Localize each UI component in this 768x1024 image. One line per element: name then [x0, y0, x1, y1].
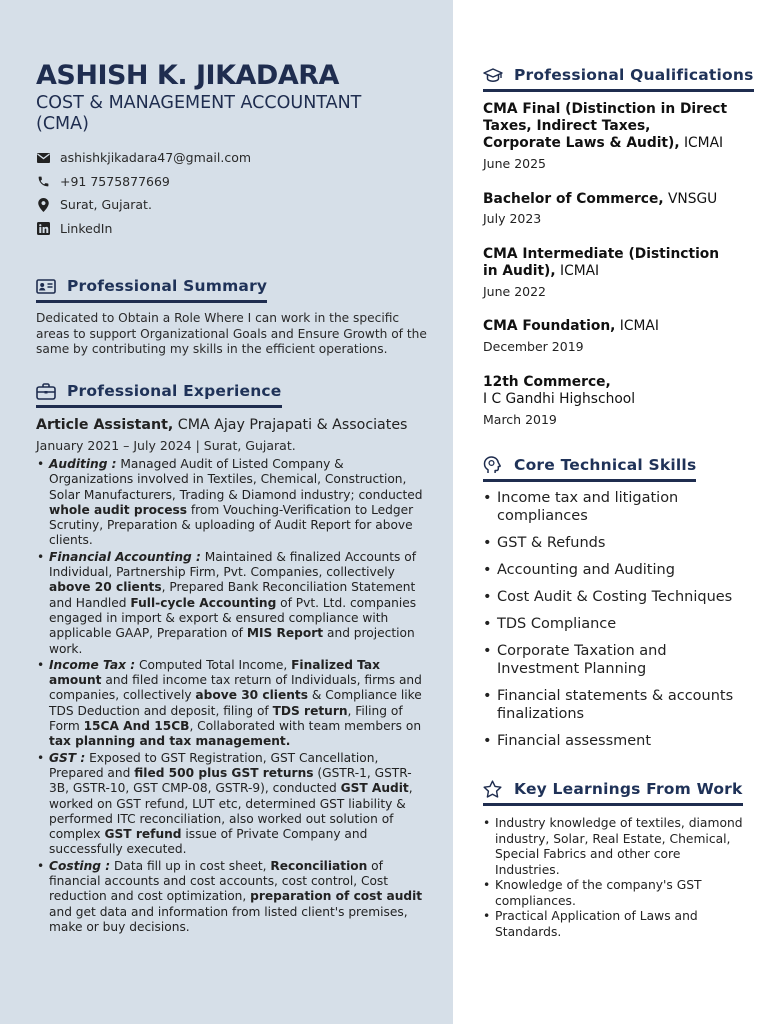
duty-label: Costing :: [49, 858, 111, 873]
qualifications-heading: [483, 66, 754, 92]
qualification-title: [483, 191, 733, 208]
duty-text: Managed Audit of Listed Company & Organizations involved in Textiles, Chemical, Construction, Solar Manufacturers, Trading & Diamond industry; conducted: [49, 457, 423, 502]
qualification-name: CMA Foundation,: [483, 318, 616, 334]
duty-item: [36, 751, 428, 858]
learnings-list: [483, 816, 745, 940]
summary-heading-text: Professional Summary: [67, 277, 268, 295]
skill-item: • Financial statements & accounts finalizations: [483, 688, 748, 723]
duty-label: GST :: [49, 750, 86, 765]
duty-text: issue of Private Company and successfully executed.: [49, 827, 368, 857]
duty-item: [36, 658, 428, 750]
duty-item: [36, 550, 428, 657]
id-card-icon: [36, 277, 58, 295]
duty-highlight: above 30 clients: [195, 688, 309, 703]
qualification-name: CMA Final (Distinction in Direct Taxes, Indirect Taxes, Corporate Laws & Audit),: [483, 101, 728, 151]
duty-text: of Pvt. Ltd. companies engaged in import & export & ensured compliance with applicable GAAP, Preparation of: [49, 595, 417, 641]
duty-text: , Prepared Bank Reconciliation Statement and Handled: [49, 580, 416, 610]
learning-item: • Industry knowledge of textiles, diamond industry, Solar, Real Estate, Chemical, Special Fabrics and other core Industries.: [483, 816, 745, 878]
duty-highlight: TDS return: [272, 703, 348, 718]
qualifications-heading-text: Professional Qualifications: [514, 66, 754, 84]
location-text: Surat, Gujarat.: [60, 197, 152, 212]
qualification-title: [483, 101, 733, 152]
summary-text: Dedicated to Obtain a Role Where I can work in the specific areas to support Organizational Goals and Ensure Growth of the same by contributing my skills in the efficient operations.: [36, 311, 427, 356]
qualification-date: June 2025: [483, 156, 547, 171]
duty-text: and projection work.: [49, 626, 415, 656]
duty-highlight: filed 500 plus GST returns: [134, 765, 314, 780]
duty-text: Computed Total Income,: [135, 657, 292, 672]
qualification-institution: ICMAI: [679, 135, 724, 151]
duty-item: [36, 457, 428, 549]
duty-highlight: whole audit process: [49, 502, 187, 517]
skills-heading: [483, 456, 696, 482]
duty-highlight: above 20 clients: [49, 580, 162, 595]
job-role: [36, 417, 407, 433]
duty-text: , worked on GST refund, LUT etc, determined GST liability & performed ITC reconciliation, also worked out solution of complex: [49, 781, 413, 842]
qualification-title: [483, 246, 733, 280]
duty-highlight: Finalized Tax amount: [49, 657, 381, 688]
learning-item: • Practical Application of Laws and Standards.: [483, 909, 745, 940]
job-firm: CMA Ajay Prajapati & Associates: [177, 417, 408, 433]
skill-item: • Income tax and litigation compliances: [483, 490, 748, 525]
qualification-institution: VNSGU: [663, 191, 718, 207]
experience-heading: [36, 382, 282, 408]
contact-linkedin[interactable]: [36, 221, 112, 236]
learnings-heading-text: Key Learnings From Work: [514, 780, 743, 798]
duty-text: (GSTR-1, GSTR-3B, GSTR-10, GST CMP-08, GSTR-9), conducted: [49, 765, 412, 796]
duty-highlight: 15CA And 15CB: [83, 719, 190, 734]
candidate-title: COST & MANAGEMENT ACCOUNTANT (CMA): [36, 93, 362, 134]
duty-highlight: tax planning and tax management.: [49, 734, 291, 749]
brain-head-icon: [483, 456, 505, 474]
phone-text: +91 7575877669: [60, 174, 170, 189]
duty-text: , Filing of Form: [49, 703, 403, 734]
learning-item: • Knowledge of the company's GST compliances.: [483, 878, 745, 909]
summary-heading: [36, 277, 267, 303]
duty-text: from Vouching-Verification to Ledger Scrutiny, Preparation & uploading of Audit Report for above clients.: [49, 502, 414, 548]
qualification-date: June 2022: [483, 284, 547, 299]
duty-label: Income Tax :: [49, 657, 136, 672]
duties-list: [36, 457, 428, 936]
qualification-institution: ICMAI: [615, 318, 659, 334]
duty-text: and filed income tax return of Individuals, firms and companies, collectively: [49, 673, 422, 703]
contact-email[interactable]: [36, 150, 251, 165]
skill-item: • Financial assessment: [483, 733, 748, 751]
graduation-cap-icon: [483, 66, 505, 84]
linkedin-text: LinkedIn: [60, 221, 113, 236]
duty-highlight: GST refund: [104, 827, 182, 842]
skill-item: • TDS Compliance: [483, 616, 748, 634]
duty-item: [36, 859, 428, 935]
qualification-name: Bachelor of Commerce,: [483, 191, 664, 207]
duty-text: , Collaborated with team members on: [189, 719, 422, 734]
qualification-name: 12th Commerce,: [483, 374, 611, 390]
skill-item: • Cost Audit & Costing Techniques: [483, 589, 748, 607]
candidate-name: ASHISH K. JIKADARA: [36, 60, 339, 91]
duty-text: and get data and information from listed client's premises, make or buy decisions.: [49, 904, 408, 934]
qualification-date: March 2019: [483, 412, 557, 427]
duty-highlight: preparation of cost audit: [250, 889, 423, 904]
qualification-date: July 2023: [483, 211, 542, 226]
duty-highlight: MIS Report: [246, 626, 324, 641]
linkedin-icon: [36, 222, 50, 236]
qualification-institution: I C Gandhi Highschool: [483, 391, 636, 407]
phone-icon: [36, 175, 50, 189]
duty-text: Maintained & finalized Accounts of Individual, Partnership Firm, Pvt. Companies, collectively: [49, 549, 417, 580]
skills-heading-text: Core Technical Skills: [514, 456, 697, 474]
experience-heading-text: Professional Experience: [67, 382, 282, 400]
duty-text: Data fill up in cost sheet,: [110, 858, 271, 873]
envelope-icon: [36, 151, 50, 165]
skills-list: [483, 490, 748, 751]
briefcase-icon: [36, 382, 58, 400]
qualification-title: [483, 318, 733, 335]
duty-highlight: Full-cycle Accounting: [130, 595, 277, 610]
email-text: ashishkjikadara47@gmail.com: [60, 150, 252, 165]
job-title: Article Assistant,: [36, 417, 174, 433]
map-pin-icon: [36, 198, 50, 212]
duty-text: Exposed to GST Registration, GST Cancellation, Prepared and: [49, 750, 379, 780]
qualification-name: CMA Intermediate (Distinction in Audit),: [483, 246, 720, 279]
duty-label: Financial Accounting :: [49, 549, 201, 564]
star-icon: [483, 780, 505, 798]
qualification-institution: ICMAI: [555, 263, 600, 279]
qualification-title: [483, 374, 733, 408]
contact-phone[interactable]: [36, 174, 170, 189]
job-meta: January 2021 – July 2024 | Surat, Gujarat.: [36, 438, 296, 453]
duty-text: of financial accounts and cost accounts, cost control, Cost reduction and cost optimization,: [49, 858, 389, 904]
skill-item: • Accounting and Auditing: [483, 562, 748, 580]
duty-text: & Compliance like TDS Deduction and deposit, filing of: [49, 688, 422, 718]
qualification-date: December 2019: [483, 339, 584, 354]
contact-location: [36, 197, 152, 212]
skill-item: • GST & Refunds: [483, 535, 748, 553]
duty-highlight: GST Audit: [340, 781, 409, 796]
learnings-heading: [483, 780, 743, 806]
duty-label: Auditing :: [49, 457, 117, 471]
duty-highlight: Reconciliation: [270, 858, 368, 873]
skill-item: • Corporate Taxation and Investment Planning: [483, 643, 748, 678]
